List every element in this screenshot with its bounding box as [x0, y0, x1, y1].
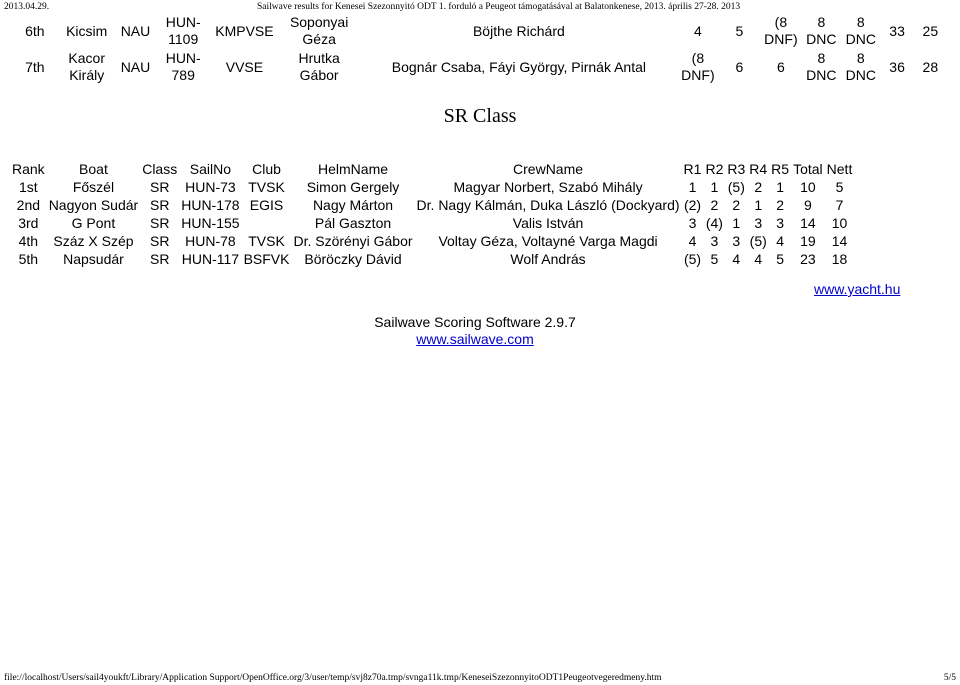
table-cell: 3	[776, 215, 785, 231]
column-header: R5	[771, 161, 790, 177]
table-cell: HUN-155	[181, 215, 240, 231]
cell-helm: Hrutka Gábor	[298, 50, 340, 83]
cell-total: 33	[889, 22, 905, 39]
table-cell: Valis István	[512, 215, 584, 231]
column-header: Rank	[12, 161, 45, 177]
print-date: 2013.04.29.	[4, 2, 50, 12]
table-cell: SR	[149, 179, 170, 195]
table-cell: (5)	[749, 233, 767, 249]
table-cell: Főszél	[72, 179, 115, 195]
cell-boat: Kicsim	[66, 22, 108, 39]
table-cell: 19	[800, 233, 816, 249]
nau-results-table-continued	[12, 13, 947, 85]
table-cell: Nagy Márton	[312, 197, 394, 213]
table-cell: BSFVK	[243, 251, 290, 267]
table-row	[10, 178, 854, 196]
table-cell: Nagyon Sudár	[48, 197, 139, 213]
cell-boat: Kacor Király	[68, 50, 105, 83]
cell-r4: 8 DNC	[806, 14, 837, 47]
cell-helm: Soponyai Géza	[289, 14, 349, 47]
cell-class: NAU	[120, 22, 151, 39]
software-name: Sailwave Scoring Software 2.9.7	[374, 314, 576, 330]
cell-club: KMPVSE	[215, 22, 274, 39]
table-cell: HUN-78	[185, 233, 236, 249]
column-header: R3	[727, 161, 746, 177]
sailwave-link[interactable]: www.sailwave.com	[416, 331, 534, 347]
table-cell: 2nd	[16, 197, 41, 213]
table-cell: SR	[149, 251, 170, 267]
table-cell: 18	[831, 251, 848, 267]
table-cell: 4	[776, 233, 785, 249]
cell-crew: Bognár Csaba, Fáyi György, Pirnák Antal	[391, 58, 646, 75]
column-header: SailNo	[189, 161, 232, 177]
cell-sailno: HUN- 789	[165, 50, 201, 83]
table-cell: 14	[800, 215, 816, 231]
table-cell: 4	[754, 251, 763, 267]
cell-crew: Böjthe Richárd	[472, 22, 565, 39]
table-cell: HUN-178	[181, 197, 240, 213]
cell-r2: 6	[735, 58, 744, 75]
column-header: Boat	[79, 161, 108, 177]
table-cell: 1	[688, 179, 697, 195]
table-cell	[242, 214, 292, 232]
table-cell: 1	[776, 179, 785, 195]
table-cell: 2	[710, 197, 719, 213]
table-cell: 10	[800, 179, 816, 195]
table-cell: Dr. Nagy Kálmán, Duka László (Dockyard)	[416, 197, 680, 213]
table-cell: Pál Gaszton	[314, 215, 392, 231]
column-header: R1	[683, 161, 702, 177]
table-cell: Napsudár	[63, 251, 124, 267]
cell-r3: (8 DNF)	[764, 14, 798, 47]
table-row	[10, 250, 854, 268]
yacht-link[interactable]: www.yacht.hu	[814, 281, 901, 297]
table-cell: (2)	[683, 197, 702, 213]
table-cell: TVSK	[248, 179, 285, 195]
table-cell: 5	[710, 251, 719, 267]
table-cell: 3	[732, 233, 741, 249]
table-cell: 1st	[19, 179, 38, 195]
table-cell: 3	[688, 215, 697, 231]
cell-r4: 8 DNC	[806, 50, 837, 83]
table-cell: 14	[831, 233, 848, 249]
table-cell: 5	[835, 179, 844, 195]
table-cell: Simon Gergely	[306, 179, 400, 195]
column-header: Class	[142, 161, 178, 177]
cell-r1: 4	[693, 22, 702, 39]
sr-results-table	[10, 160, 854, 268]
table-row	[12, 13, 947, 49]
table-row	[10, 214, 854, 232]
table-cell: TVSK	[248, 233, 285, 249]
cell-r5: 8 DNC	[845, 14, 876, 47]
table-cell: 9	[803, 197, 812, 213]
table-row	[12, 49, 947, 85]
column-header: R4	[749, 161, 768, 177]
column-header: Club	[252, 161, 281, 177]
table-cell: Voltay Géza, Voltayné Varga Magdi	[438, 233, 658, 249]
table-cell: 4	[732, 251, 741, 267]
cell-total: 36	[889, 58, 905, 75]
section-title: SR Class	[443, 105, 517, 127]
cell-sailno: HUN- 1109	[165, 14, 201, 47]
table-cell: 2	[754, 179, 763, 195]
cell-club: VVSE	[225, 58, 264, 75]
table-cell: Wolf András	[510, 251, 586, 267]
table-cell: 3	[754, 215, 763, 231]
table-cell: 2	[776, 197, 785, 213]
table-cell: Dr. Szörényi Gábor	[293, 233, 413, 249]
cell-r2: 5	[735, 22, 744, 39]
table-cell: HUN-73	[185, 179, 236, 195]
print-header	[0, 0, 960, 14]
column-header: R2	[705, 161, 724, 177]
table-cell: 1	[754, 197, 763, 213]
table-cell: HUN-117	[181, 251, 240, 267]
column-header: Nett	[826, 161, 853, 177]
table-cell: (4)	[705, 215, 723, 231]
table-cell: Böröczky Dávid	[304, 251, 402, 267]
print-footer	[0, 672, 960, 685]
cell-rank: 7th	[25, 58, 45, 75]
cell-r5: 8 DNC	[845, 50, 876, 83]
table-cell: (5)	[683, 251, 702, 267]
table-cell: EGIS	[249, 197, 284, 213]
print-title: Sailwave results for Kenesei Szezonnyitó ODT 1. forduló a Peugeot támogatásával at Balatonkenese, 2013. április 27-28. 2013	[257, 2, 741, 12]
table-cell: 3rd	[18, 215, 39, 231]
table-cell: Magyar Norbert, Szabó Mihály	[453, 179, 643, 195]
table-cell: 2	[732, 197, 741, 213]
table-cell: 4	[688, 233, 697, 249]
table-cell: 4th	[18, 233, 39, 249]
table-cell: 5th	[18, 251, 39, 267]
column-header: CrewName	[513, 161, 584, 177]
cell-r1: (8 DNF)	[681, 50, 715, 83]
cell-rank: 6th	[25, 22, 45, 39]
cell-class: NAU	[120, 58, 151, 75]
table-cell: SR	[149, 233, 170, 249]
table-cell: 1	[732, 215, 741, 231]
table-row	[10, 232, 854, 250]
column-header: Total	[793, 161, 823, 177]
table-cell: 23	[800, 251, 816, 267]
table-cell: G Pont	[71, 215, 116, 231]
table-cell: 7	[835, 197, 844, 213]
table-cell: 1	[710, 179, 719, 195]
table-cell: SR	[149, 197, 170, 213]
file-path: file://localhost/Users/sail4youkft/Library/Application Support/OpenOffice.org/3/user/temp/svj8z70a.tmp/svnga11k.tmp/KeneseiSzezonnyitoODT1Peugeotvegeredmeny.htm	[4, 673, 662, 683]
table-cell: Száz X Szép	[53, 233, 134, 249]
table-cell: 5	[776, 251, 785, 267]
table-cell: (5)	[727, 179, 745, 195]
software-credit	[0, 314, 950, 348]
cell-r3: 6	[776, 58, 785, 75]
table-row	[10, 196, 854, 214]
column-header: HelmName	[318, 161, 389, 177]
table-cell: 3	[710, 233, 719, 249]
table-cell: 10	[831, 215, 848, 231]
cell-nett: 25	[922, 22, 939, 39]
cell-nett: 28	[922, 58, 939, 75]
page-number: 5/5	[943, 673, 956, 683]
table-cell: SR	[149, 215, 170, 231]
